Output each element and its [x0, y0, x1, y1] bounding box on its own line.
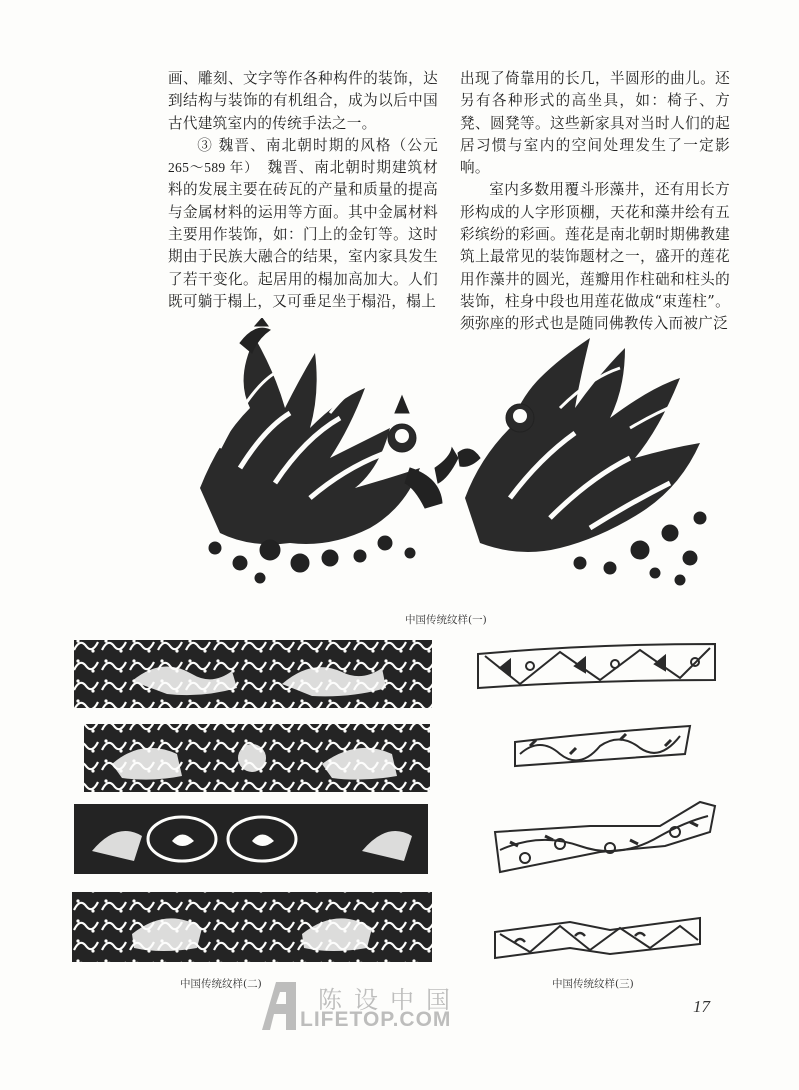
paragraph: 出现了倚靠用的长几，半圆形的曲儿。还另有各种形式的高坐具，如：椅子、方凳、圆凳等。这些新家具对当时人们的起居习惯与室内的空间处理发生了一定影响。	[460, 70, 730, 177]
band-2	[515, 726, 690, 766]
paragraph-heading	[168, 135, 438, 313]
frieze-pattern-figure	[72, 636, 437, 966]
section-heading-years: 265～589 年）	[168, 160, 252, 176]
band-4	[495, 918, 700, 958]
apsara-pattern-figure	[180, 318, 720, 598]
watermark	[258, 978, 540, 1033]
left-text-column	[168, 68, 438, 313]
watermark-english: LIFETOP.COM	[300, 1008, 452, 1031]
band-1	[478, 644, 715, 688]
paragraph: 画、雕刻、文字等作各种构件的装饰，达到结构与装饰的有机组合，成为以后中国古代建筑室内的传统手法之一。	[168, 70, 438, 132]
page-number: 17	[693, 997, 710, 1016]
frieze-4	[72, 892, 432, 962]
figure-caption-1: 中国传统纹样(一)	[405, 614, 487, 626]
paragraph-body: 魏晋、南北朝时期建筑材料的发展主要在砖瓦的产量和质量的提高与金属材料的运用等方面。其中金属材料主要用作装饰，如：门上的金钉等。这时期由于民族大融合的结果，室内家具发生了若干变化。起居用的榻加高加大。人们既可躺于榻上，又可垂足坐于榻沿，榻上	[168, 159, 438, 310]
figure-caption-3: 中国传统纹样(三)	[552, 978, 634, 990]
apsara-right	[458, 338, 706, 585]
frieze-3	[74, 804, 428, 874]
watermark-chinese: 陈设中国	[318, 986, 462, 1014]
band-pattern-figure	[470, 636, 720, 966]
right-text-column	[460, 68, 730, 336]
frieze-2	[84, 724, 430, 792]
figure-caption-2: 中国传统纹样(二)	[180, 978, 262, 990]
section-heading: ③ 魏晋、南北朝时期的风格（公元	[197, 136, 438, 154]
band-3	[495, 802, 715, 872]
apsara-left	[200, 318, 458, 583]
paragraph: 室内多数用覆斗形藻井，还有用长方形构成的人字形顶棚，天花和藻井绘有五彩缤纷的彩画。莲花是南北朝时期佛教建筑上最常见的装饰题材之一，盛开的莲花用作藻井的圆光，莲瓣用作柱础和柱头的装饰，柱身中段也用莲花做成“束莲柱”。须弥座的形式也是随同佛教传入而被广泛	[460, 181, 730, 333]
watermark-logo-icon	[258, 978, 300, 1033]
frieze-1	[74, 640, 432, 708]
